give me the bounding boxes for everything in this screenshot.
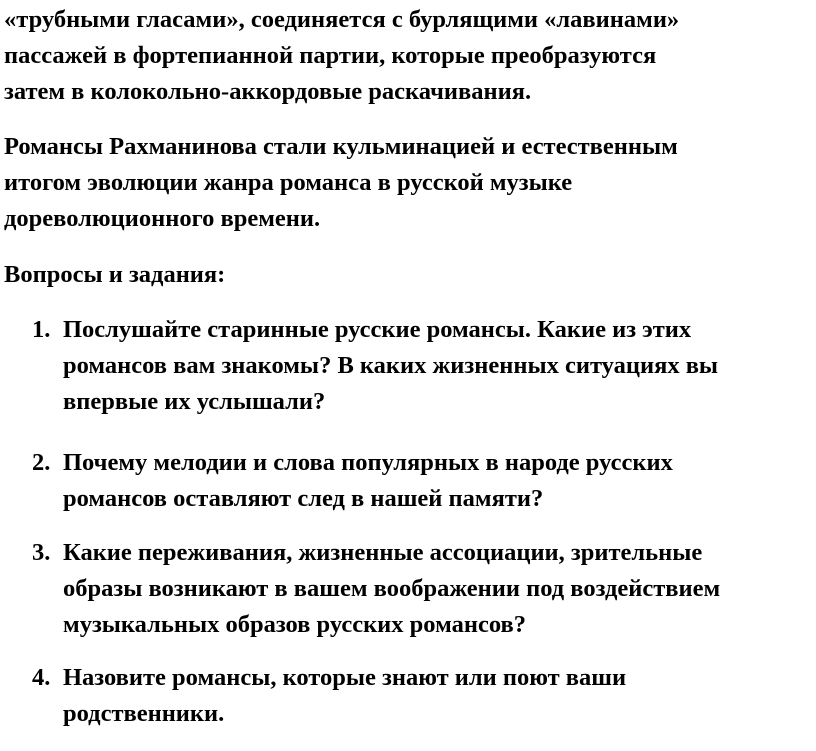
question-text — [63, 445, 673, 517]
question-line: образы возникают в вашем воображении под воздействием — [63, 575, 721, 602]
paragraph-line: дореволюционного времени. — [4, 205, 321, 232]
question-number: 4. — [32, 664, 51, 691]
question-text — [63, 660, 626, 732]
question-line: Какие переживания, жизненные ассоциации, зрительные — [63, 539, 703, 566]
question-line: романсов оставляют след в нашей памяти? — [63, 485, 544, 512]
question-line: романсов вам знакомы? В каких жизненных ситуациях вы — [63, 352, 719, 379]
question-text — [63, 312, 718, 420]
paragraph-line: Романсы Рахманинова стали кульминацией и естественным — [4, 133, 678, 160]
paragraph-line: итогом эволюции жанра романса в русской музыке — [4, 169, 573, 196]
question-line: впервые их услышали? — [63, 388, 326, 415]
question-number: 3. — [32, 539, 51, 566]
question-text — [63, 535, 720, 643]
questions-heading: Вопросы и задания: — [4, 261, 226, 288]
question-line: Почему мелодии и слова популярных в народе русских — [63, 449, 673, 476]
question-line: родственники. — [63, 700, 225, 727]
question-line: Назовите романсы, которые знают или поют ваши — [63, 664, 627, 691]
question-line: музыкальных образов русских романсов? — [63, 611, 526, 638]
paragraph-romance-texture — [4, 2, 816, 110]
paragraph-line: затем в колокольно-аккордовые раскачивания. — [4, 78, 532, 105]
question-number: 1. — [32, 316, 51, 343]
paragraph-line: «трубными гласами», соединяется с бурлящими «лавинами» — [4, 6, 680, 33]
question-line: Послушайте старинные русские романсы. Какие из этих — [63, 316, 692, 343]
paragraph-rachmaninov-conclusion — [4, 129, 816, 237]
question-number: 2. — [32, 449, 51, 476]
paragraph-line: пассажей в фортепианной партии, которые преобразуются — [4, 42, 657, 69]
